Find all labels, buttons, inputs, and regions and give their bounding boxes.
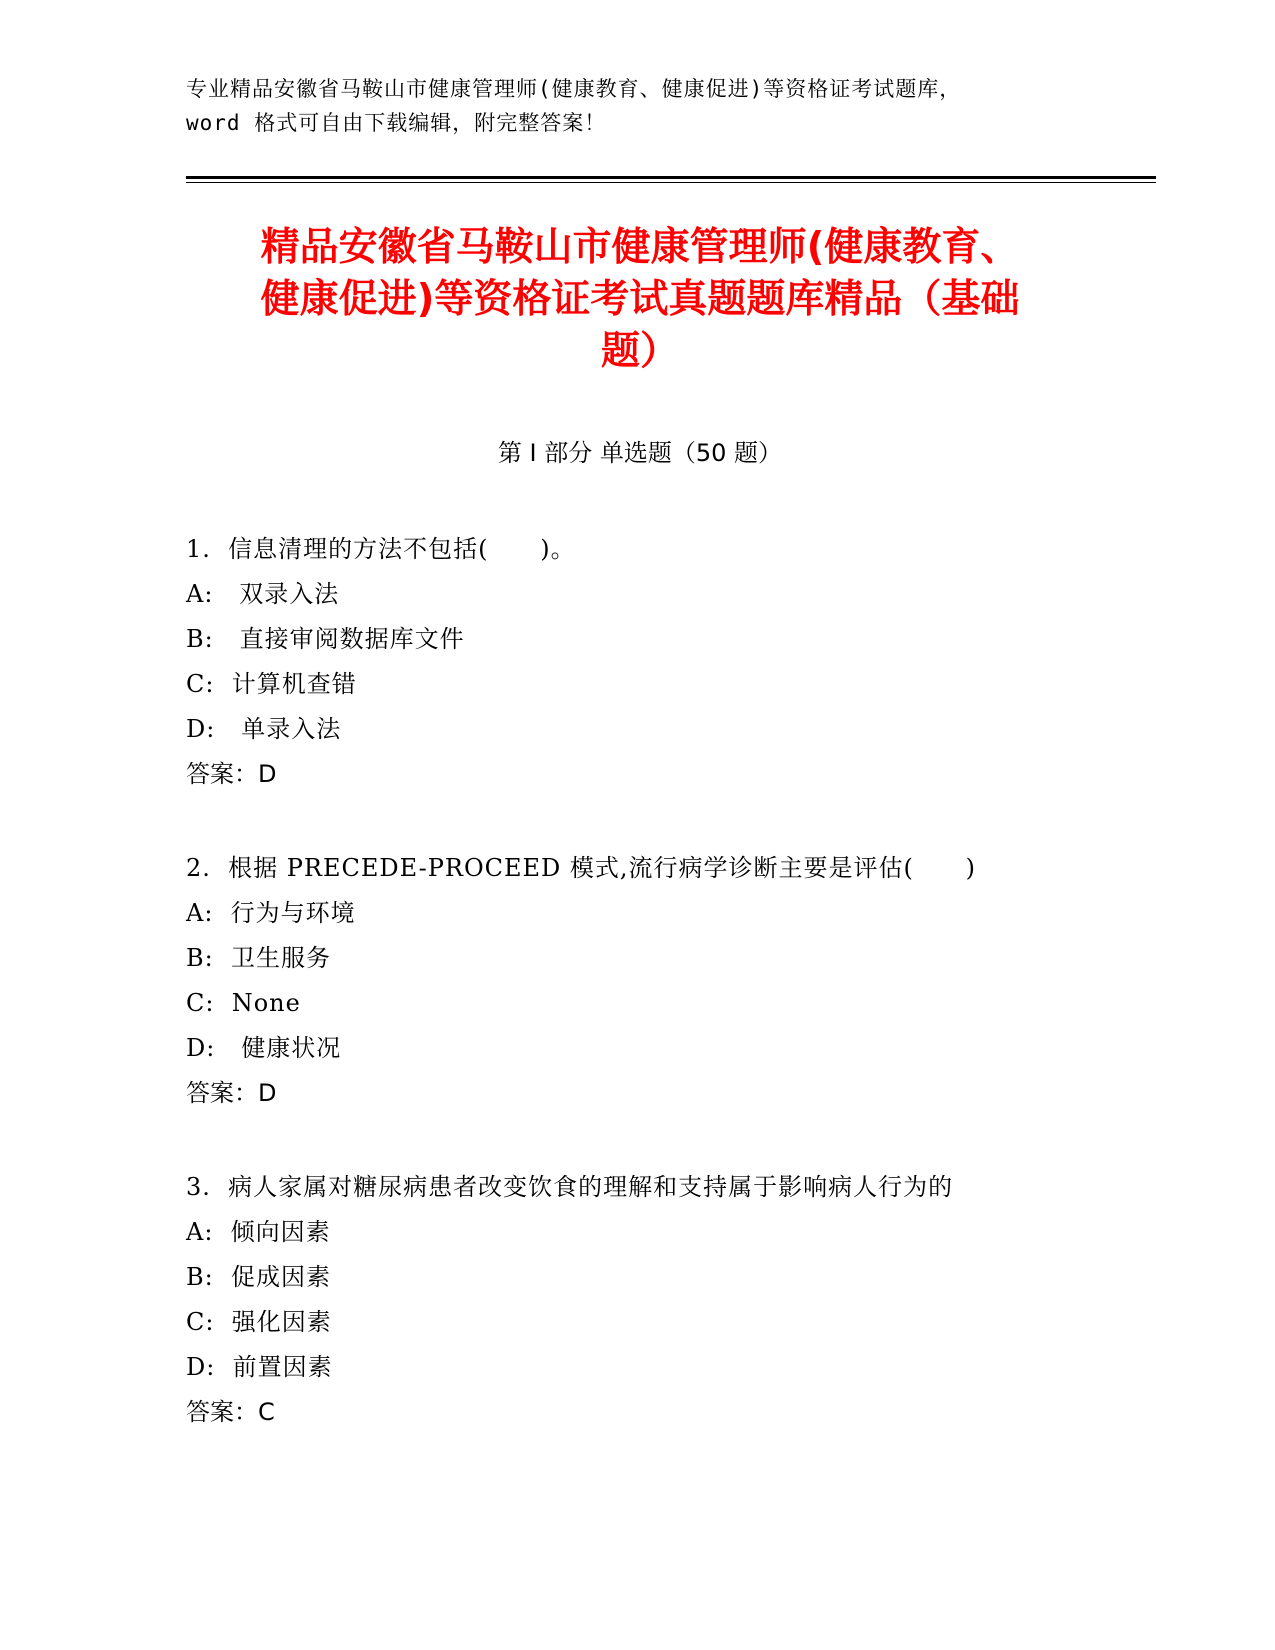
title-line-1: 精品安徽省马鞍山市健康管理师(健康教育、 [260, 225, 1020, 270]
question-stem: 1. 信息清理的方法不包括( )。 [186, 535, 576, 563]
option-c: C: 强化因素 [186, 1308, 332, 1336]
option-a: A: 双录入法 [186, 580, 340, 608]
option-c: C: 计算机查错 [186, 670, 357, 698]
title-line-2: 健康促进)等资格证考试真题题库精品（基础 [260, 277, 1020, 322]
option-d: D: 前置因素 [186, 1353, 333, 1381]
divider-thick [186, 176, 1156, 179]
question-3 [186, 1165, 1136, 1435]
section-title: 第 I 部分 单选题（50 题） [497, 439, 783, 467]
answer: 答案：D [186, 760, 277, 788]
option-b: B: 卫生服务 [186, 944, 331, 972]
answer: 答案：C [186, 1398, 275, 1426]
option-a: A: 行为与环境 [186, 899, 356, 927]
divider-thin [186, 182, 1156, 183]
option-a: A: 倾向因素 [186, 1218, 331, 1246]
header-line-2: word 格式可自由下载编辑，附完整答案！ [186, 111, 607, 135]
question-2 [186, 846, 1136, 1116]
page-header [186, 72, 1086, 140]
title-line-3: 题） [600, 329, 679, 374]
option-d: D: 健康状况 [186, 1034, 342, 1062]
question-stem: 3. 病人家属对糖尿病患者改变饮食的理解和支持属于影响病人行为的 [186, 1173, 954, 1201]
option-b: B: 直接审阅数据库文件 [186, 625, 465, 653]
document-title [180, 222, 1100, 378]
answer: 答案：D [186, 1079, 277, 1107]
option-d: D: 单录入法 [186, 715, 342, 743]
option-c: C: None [186, 989, 301, 1017]
question-1 [186, 527, 1136, 797]
question-stem: 2. 根据 PRECEDE-PROCEED 模式,流行病学诊断主要是评估( ) [186, 854, 977, 882]
header-line-1: 专业精品安徽省马鞍山市健康管理师(健康教育、健康促进)等资格证考试题库， [186, 77, 962, 101]
option-b: B: 促成因素 [186, 1263, 331, 1291]
header-divider [186, 176, 1156, 183]
